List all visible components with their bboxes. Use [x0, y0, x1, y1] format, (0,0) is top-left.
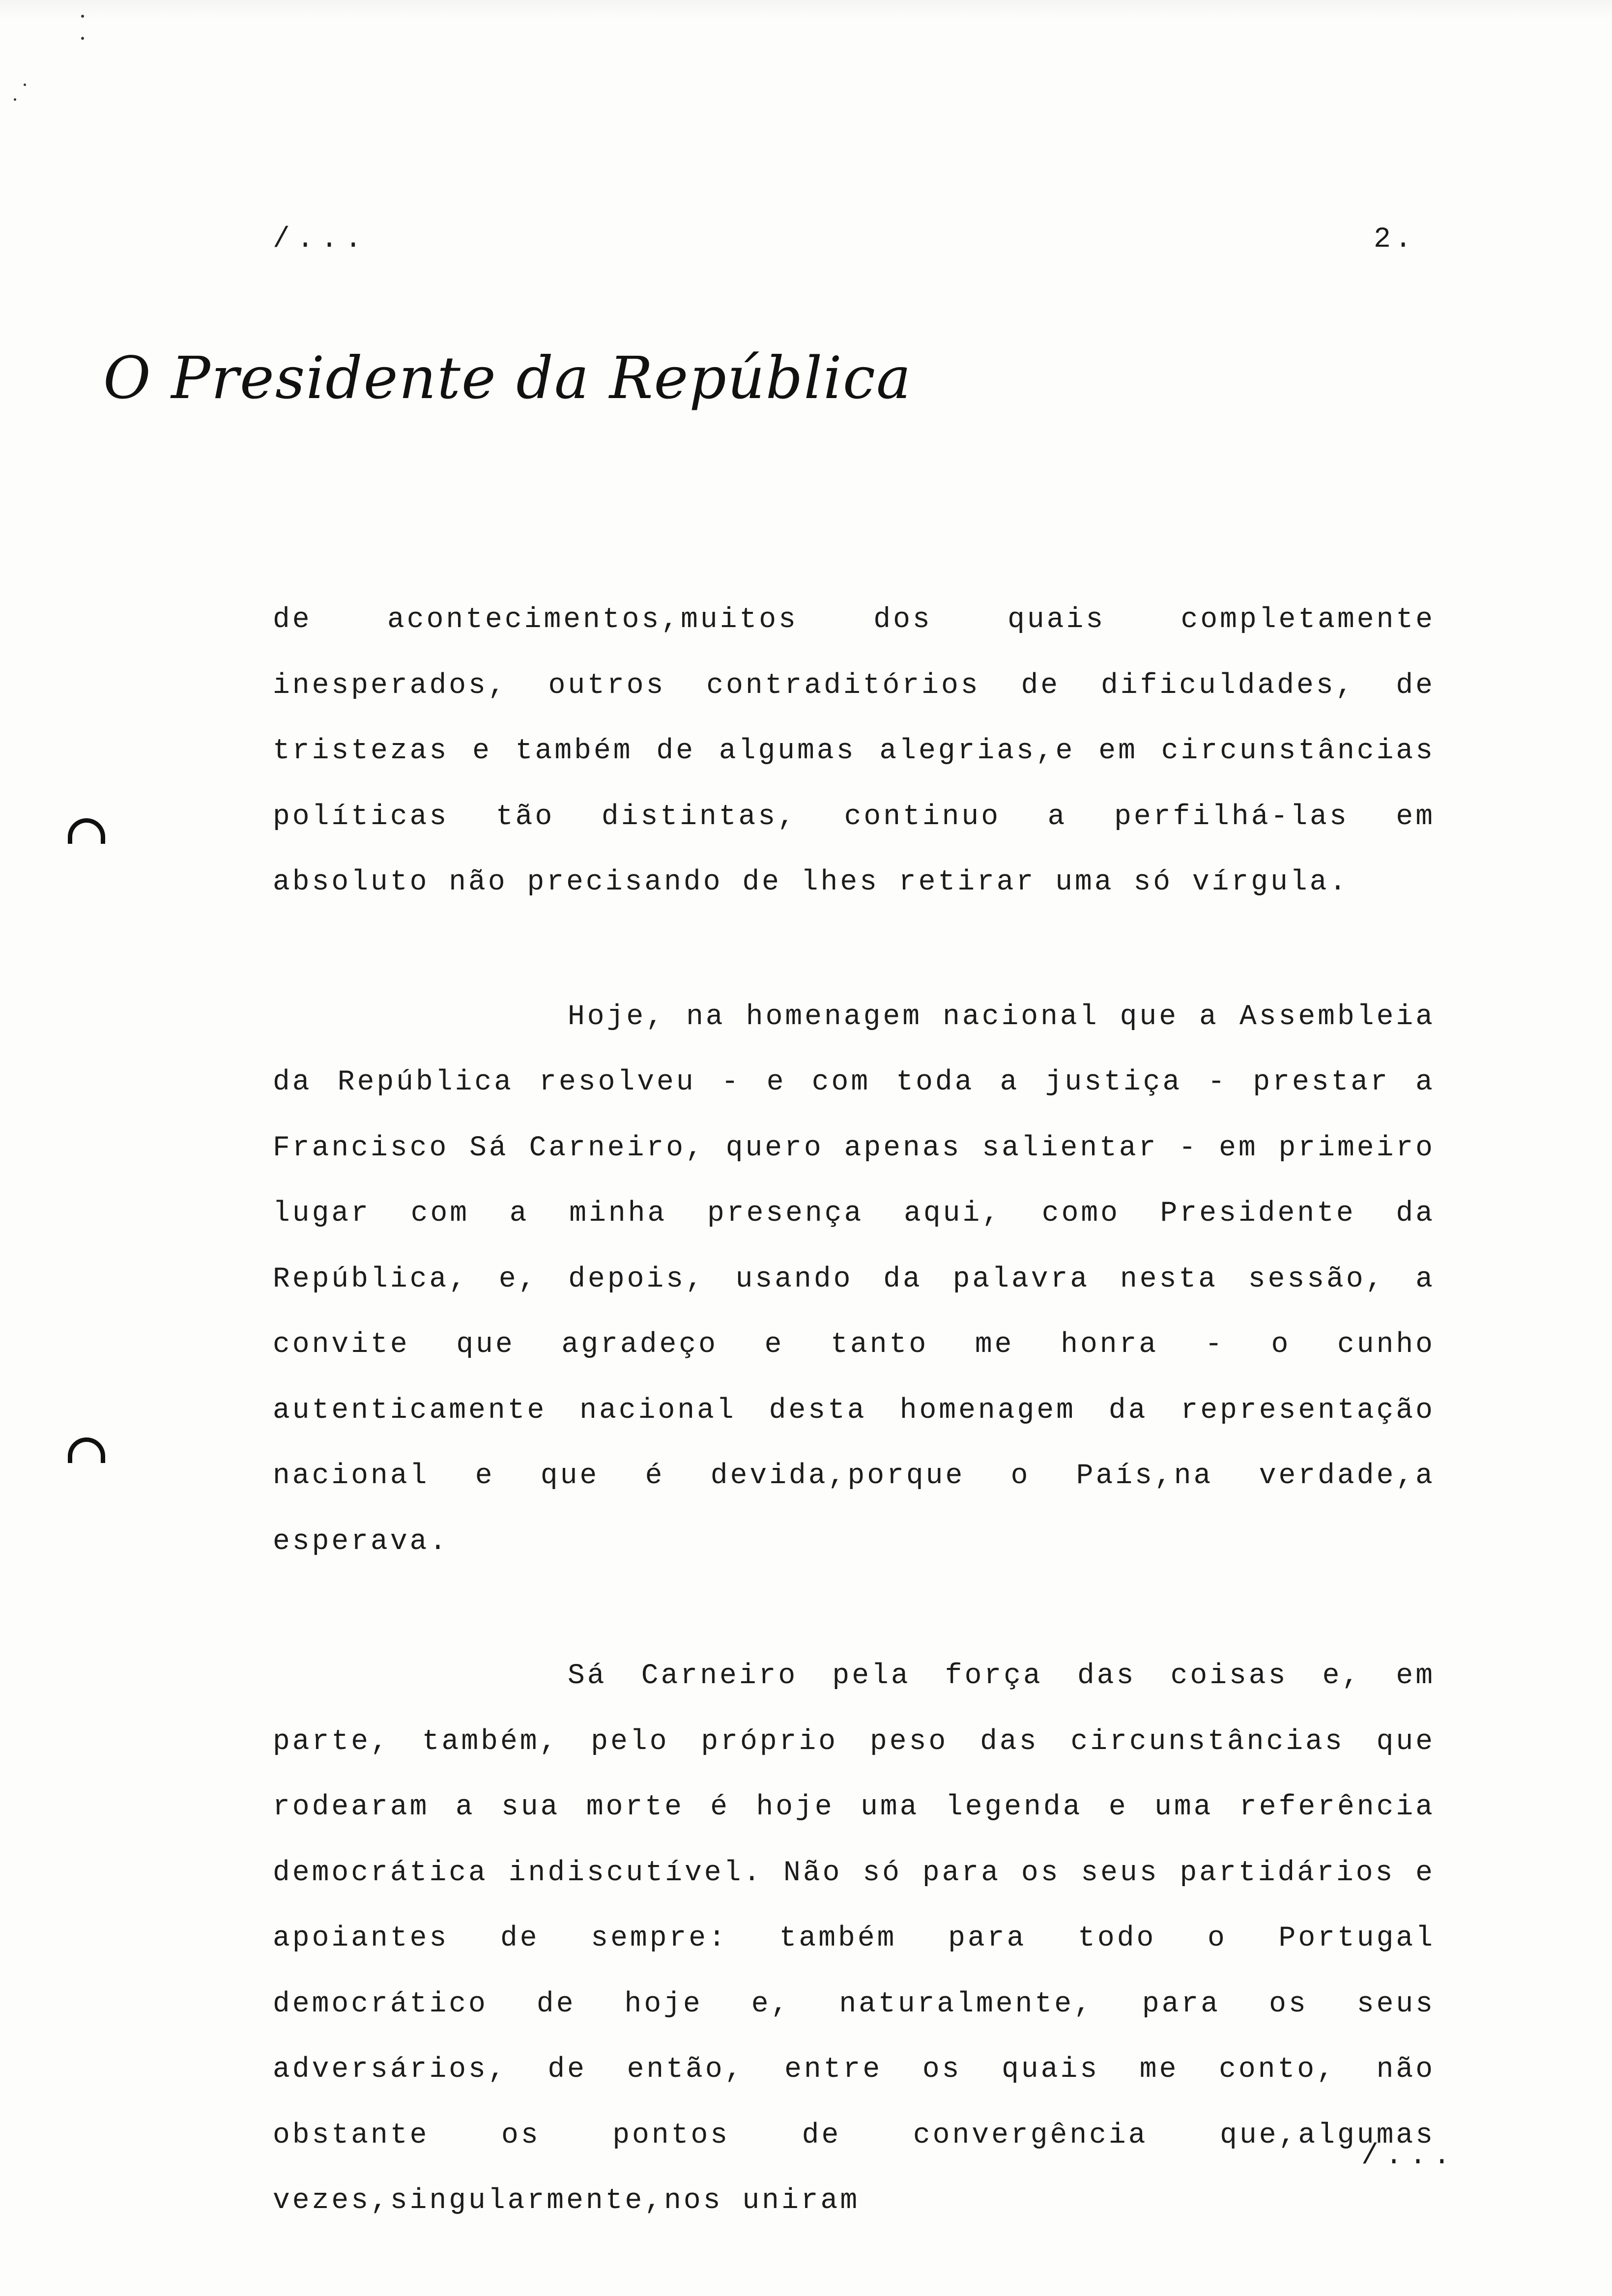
- body-paragraph: de acontecimentos,muitos dos quais completamente inesperados, outros contraditórios de dificuldades, de tristezas e também de algumas alegrias,e em circunstâncias políticas tão distintas, continuo a perfilhá-las em absoluto não precisando de lhes retirar uma só vírgula.: [273, 604, 1435, 898]
- continuation-marker-bottom: /...: [1361, 2140, 1458, 2172]
- letter-body: [273, 587, 1435, 2234]
- scan-speck: [14, 98, 16, 101]
- letterhead-title: O Presidente da República: [103, 344, 912, 412]
- page-number: 2.: [1374, 224, 1416, 256]
- margin-bracket-mark: [68, 818, 105, 844]
- scan-speck: [24, 84, 26, 86]
- body-paragraph: Hoje, na homenagem nacional que a Assembleia da República resolveu - e com toda a justiça - prestar a Francisco Sá Carneiro, quero apenas salientar - em primeiro lugar com a minha presença aqui, como Presidente da República, e, depois, usando da palavra nesta sessão, a convite que agradeço e tanto me honra - o cunho autenticamente nacional desta homenagem da representação nacional e que é devida,porque o País,na verdade,a esperava.: [273, 1001, 1435, 1558]
- continuation-marker-top: /...: [273, 224, 369, 256]
- body-paragraph: Sá Carneiro pela força das coisas e, em parte, também, pelo próprio peso das circunstâncias que rodearam a sua morte é hoje uma legenda e uma referência democrática indiscutível. Não só para os seus partidários e apoiantes de sempre: também para todo o Portugal democrático de hoje e, naturalmente, para os seus adversários, de então, entre os quais me conto, não obstante os pontos de convergência que,algumas vezes,singularmente,nos uniram: [273, 1660, 1435, 2217]
- margin-bracket-mark: [68, 1437, 105, 1463]
- scan-speck: [81, 15, 84, 18]
- scan-speck: [81, 37, 84, 40]
- scan-edge-shadow: [0, 0, 1612, 20]
